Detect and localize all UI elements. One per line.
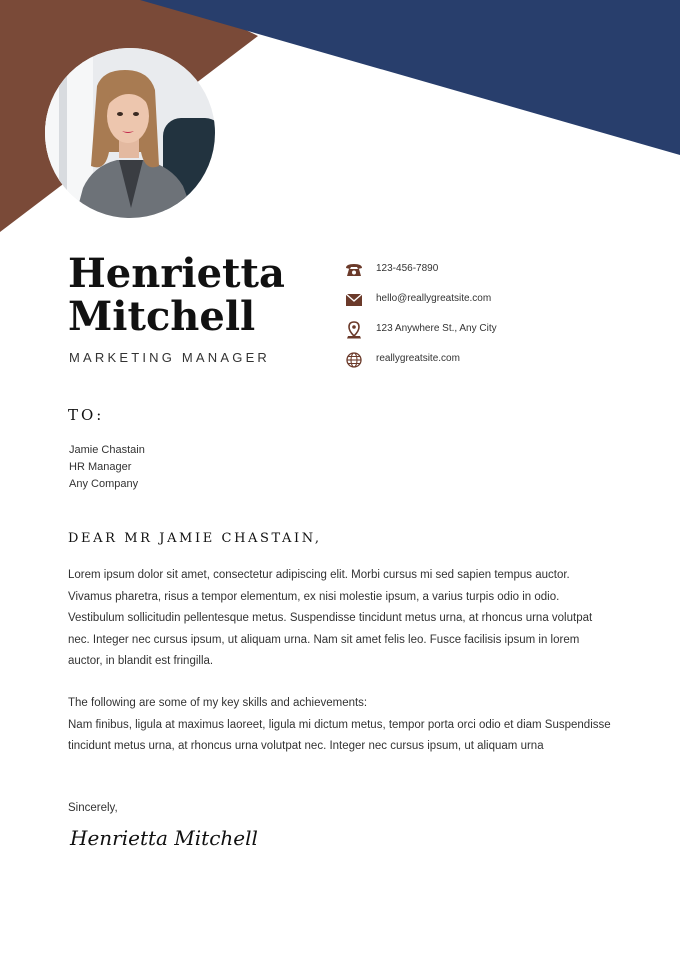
contact-address [344,320,644,340]
recipient-name: Jamie Chastain [69,444,145,456]
phone-number: 123-456-7890 [376,263,439,274]
street-address: 123 Anywhere St., Any City [376,323,497,334]
contact-website [344,350,644,370]
signature: Henrietta Mitchell [70,826,258,850]
first-name: Henrietta [68,250,285,297]
letter-paragraph-1: Lorem ipsum dolor sit amet, consectetur adipiscing elit. Morbi cursus mi sed sapien tempus auctor. Vivamus pharetra, risus a tempor elementum, ex nisi molestie ipsum, a varius turpis odio in odio. Vestibulum sollicitudin pellentesque metus. Suspendisse tincidunt metus urna, at rhoncus urna volutpat nec. Integer nec cursus ipsum, ut aliquam urna. Nam sit amet felis leo. Fusce facilisis ipsum in lorem auctor, in blandit est fringilla. [68,569,593,667]
contact-email [344,290,644,310]
navy-corner-shape [140,0,680,155]
skills-body: Nam finibus, ligula at maximus laoreet, ligula mi dictum metus, tempor porta orci odio et diam Suspendisse tincidunt metus urna, at rhoncus urna volutpat nec. Integer nec cursus ipsum, ut aliquam urna [68,718,611,752]
contact-phone [344,260,644,280]
portrait-image [45,48,215,218]
website-url: reallygreatsite.com [376,353,460,364]
to-heading: TO: [68,406,105,424]
recipient-position: HR Manager [69,461,132,473]
closing-line: Sincerely, [68,802,118,814]
salutation: DEAR MR JAMIE CHASTAIN, [68,531,322,546]
globe-icon [344,350,364,370]
profile-photo [45,48,215,218]
email-icon [344,290,364,310]
phone-icon [344,260,364,280]
recipient-block [69,442,145,493]
letter-paragraph-2 [68,693,616,758]
location-pin-icon [344,320,364,340]
applicant-name [68,252,285,338]
email-address: hello@reallygreatsite.com [376,293,492,304]
last-name: Mitchell [68,293,256,340]
recipient-company: Any Company [69,478,139,490]
job-title: MARKETING MANAGER [69,350,271,365]
skills-intro: The following are some of my key skills and achievements: [68,697,368,709]
